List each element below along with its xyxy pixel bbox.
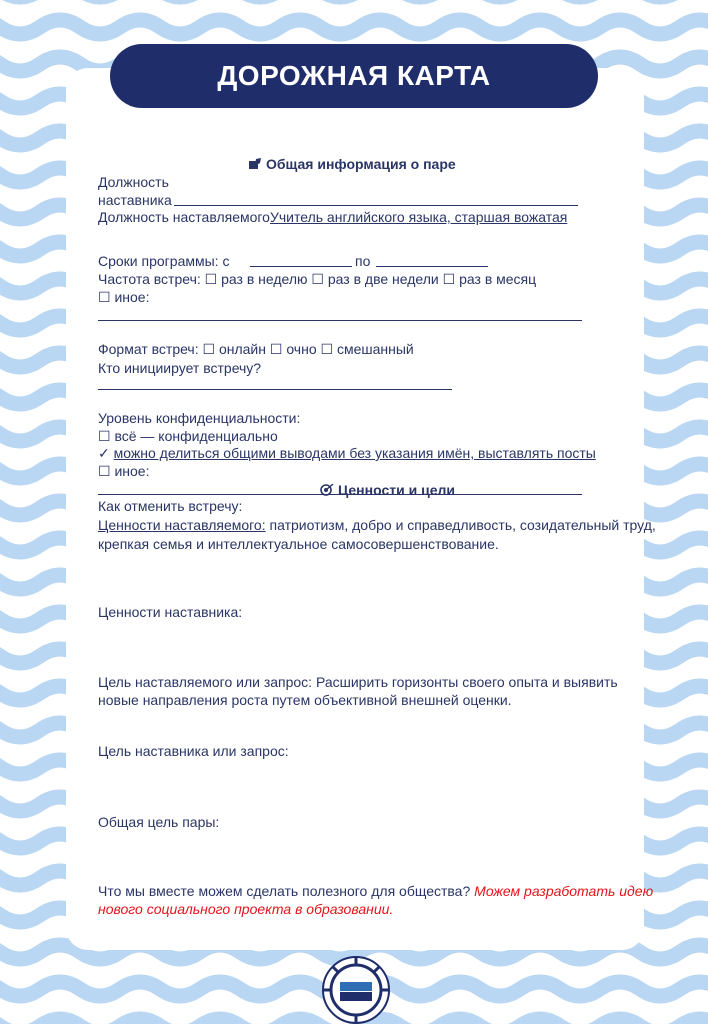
mentee-values-line-2: крепкая семья и интеллектуальное самосовершенствование.: [98, 536, 499, 552]
checkbox[interactable]: ☐: [269, 341, 283, 357]
conf-option-3: [98, 463, 149, 480]
terms-from-line: [250, 266, 352, 267]
terms-label: Сроки программы: с: [98, 253, 230, 269]
cancel-label: Как отменить встречу:: [98, 498, 243, 514]
project-logo: [320, 952, 392, 1024]
mentee-goal-line-2: новые направления роста путем объективной внешней оценки.: [98, 692, 512, 708]
frequency-other-row: [98, 289, 149, 306]
mentor-goal-label: Цель наставника или запрос:: [98, 743, 289, 759]
checkbox[interactable]: ☐: [98, 289, 111, 305]
frequency-row: [98, 271, 536, 288]
frequency-option-weekly: раз в неделю: [221, 271, 308, 287]
title-banner: [110, 44, 598, 108]
format-option-offline: очно: [286, 341, 317, 357]
terms-to-line: [376, 266, 488, 267]
checkbox[interactable]: ☐: [202, 341, 216, 357]
terms-to-label: по: [355, 253, 371, 269]
mentor-position-label-2: наставника: [98, 192, 172, 208]
checkbox[interactable]: ☐: [311, 271, 324, 287]
confidentiality-label: Уровень конфиденциальности:: [98, 410, 301, 426]
society-answer-2: нового социального проекта в образовании.: [98, 901, 394, 917]
frequency-other-label: иное:: [114, 289, 150, 305]
initiator-label: Кто инициирует встречу?: [98, 360, 262, 376]
frequency-other-line: [98, 320, 582, 321]
mentee-position-label: Должность наставляемого: [98, 209, 270, 225]
mentor-position-label-1: Должность: [98, 174, 169, 190]
society-question: Что мы вместе можем сделать полезного для общества?: [98, 883, 471, 899]
frequency-label: Частота встреч:: [98, 271, 201, 287]
checkbox[interactable]: ☐: [442, 271, 456, 287]
society-question-row: [98, 883, 653, 900]
mentor-position-line: [174, 205, 578, 206]
mentor-values-label: Ценности наставника:: [98, 604, 243, 620]
section-general-heading: [248, 156, 456, 173]
mentee-goal-line-1: Цель наставляемого или запрос: Расширить горизонты своего опыта и выявить: [98, 674, 618, 690]
conf-option-2-label: можно делиться общими выводами без указания имён, выставлять посты: [113, 445, 596, 461]
frequency-option-biweekly: раз в две недели: [327, 271, 439, 287]
mentee-values-label: Ценности наставляемого:: [98, 517, 266, 533]
target-icon: [320, 483, 334, 495]
initiator-line: [98, 389, 452, 390]
common-goal-label: Общая цель пары:: [98, 814, 220, 830]
checkbox[interactable]: ☐: [204, 271, 218, 287]
format-option-mixed: смешанный: [336, 341, 414, 357]
conf-option-1-label: всё — конфиденциально: [114, 428, 278, 444]
checkbox[interactable]: ☐: [320, 341, 334, 357]
check-mark-icon[interactable]: ✓: [98, 445, 110, 461]
page-title: ДОРОЖНАЯ КАРТА: [217, 60, 491, 91]
format-label: Формат встреч:: [98, 341, 199, 357]
conf-option-2: [98, 445, 596, 462]
mentee-position-value: Учитель английского языка, старшая вожатая: [269, 209, 568, 225]
mentee-values-line-1: [98, 517, 656, 534]
conf-option-1: [98, 428, 278, 445]
conf-option-3-label: иное:: [114, 463, 150, 479]
society-answer-1: Можем разработать идею: [474, 883, 654, 899]
section-values-title: Ценности и цели: [338, 482, 455, 498]
format-row: [98, 341, 414, 358]
format-option-online: онлайн: [218, 341, 266, 357]
checkbox[interactable]: ☐: [98, 463, 111, 479]
mentee-position-row: [98, 209, 567, 226]
section-general-title: Общая информация о паре: [266, 156, 456, 172]
mentee-values-text-1: патриотизм, добро и справедливость, созидательный труд,: [269, 517, 656, 533]
section-values-heading: [320, 482, 455, 499]
edit-note-icon: [248, 157, 262, 169]
checkbox[interactable]: ☐: [98, 428, 111, 444]
frequency-option-monthly: раз в месяц: [459, 271, 537, 287]
